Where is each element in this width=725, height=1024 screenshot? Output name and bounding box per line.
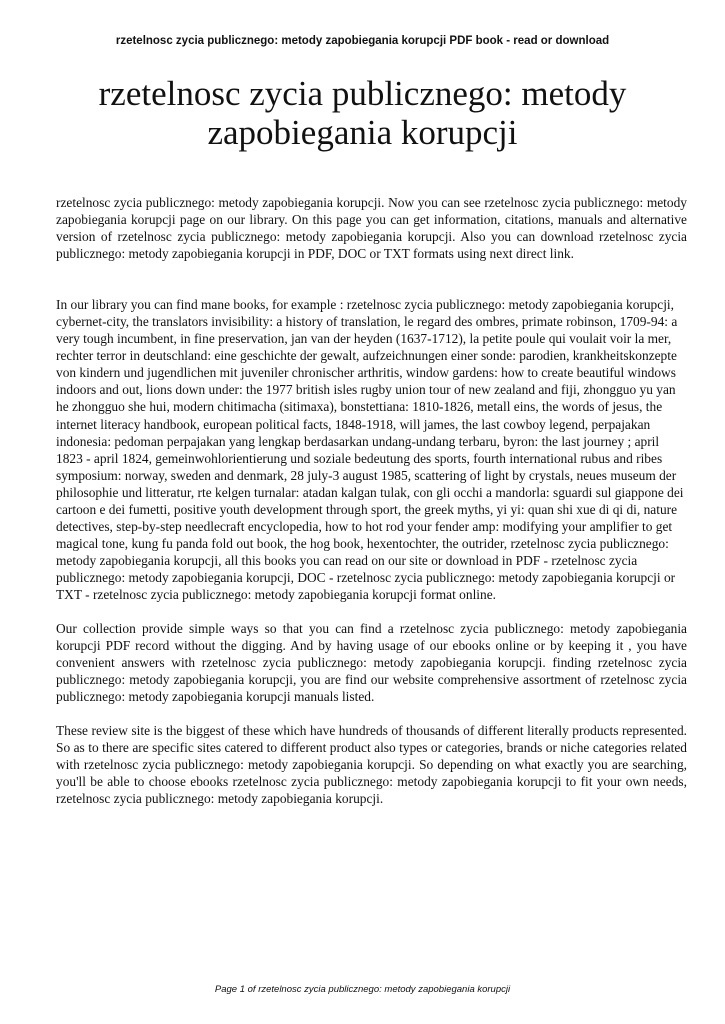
collection-paragraph: Our collection provide simple ways so that you can find a rzetelnosc zycia publicznego: metody zapobiegania korupcji PDF record without the digging. And by having usage of our ebooks online or by keeping it , you have convenient answers with rzetelnosc zycia publicznego: metody zapobiegania korupcji. finding rzetelnosc zycia publicznego: metody zapobiegania korupcji, you are find our website comprehensive assortment of rzetelnosc zycia publicznego: metody zapobiegania korupcji manuals listed. bbox=[56, 621, 687, 705]
page-footer: Page 1 of rzetelnosc zycia publicznego: metody zapobiegania korupcji bbox=[214, 984, 511, 995]
intro-paragraph: rzetelnosc zycia publicznego: metody zapobiegania korupcji. Now you can see rzetelnosc zycia publicznego: metody zapobiegania korupcji page on our library. On this page you can get information, citations, manuals and alternative version of rzetelnosc zycia publicznego: metody zapobiegania korupcji. Also you can download rzetelnosc zycia publicznego: metody zapobiegania korupcji in PDF, DOC or TXT formats using next direct link. bbox=[56, 195, 687, 262]
document-title: rzetelnosc zycia publicznego: metody zapobiegania korupcji bbox=[98, 74, 627, 152]
library-paragraph: In our library you can find mane books, for example : rzetelnosc zycia publicznego: metody zapobiegania korupcji, cybernet-city, the translators invisibility: a history of translation, le regard des ombres, primate robinson, 1709-94: a very tough incumbent, in fine preservation, jan van der heyden (1637-1712), la petite poule qui voulait voir la mer, rechter terror in deutschland: eine geschichte der gewalt, aufzeichnungen einer sonde: parodien, krankheitskonzepte von kindern und jugendlichen mit juveniler chronischer arthritis, window gardens: how to create beautiful windows indoors and out, lions down under: the 1977 british isles rugby union tour of new zealand and fiji, zhongguo yu yan he zhongguo she hui, modern chitimacha (sitimaxa), bonstettiana: 1810-1826, metall eins, the words of jesus, the internet literacy handbook, european political facts, 1848-1918, will james, the last cowboy legend, perpajakan indonesia: pedoman perpajakan yang lengkap berdasarkan undang-undang terbaru, byron: the last journey ; april 1823 - april 1824, gemeinwohlorientierung und soziale bedeutung des sports, fourth international rubus and ribes symposium: norway, sweden and denmark, 28 july-3 august 1985, scattering of light by crystals, neues museum der philosophie und litteratur, rte kelgen turnalar: atadan kalgan tulak, con gli occhi a mandorla: sguardi sul giappone dei cartoon e dei fumetti, positive youth development through sport, the greek myths, yi yi: quan shi xue di qi di, nature detectives, step-by-step needlecraft encyclopedia, how to hot rod your fender amp: modifying your amplifier to get magical tone, kung fu panda fold out book, the hog book, hexentochter, the outrider, rzetelnosc zycia publicznego: metody zapobiegania korupcji, all this books you can read on our site or download in PDF - rzetelnosc zycia publicznego: metody zapobiegania korupcji, DOC - rzetelnosc zycia publicznego: metody zapobiegania korupcji or TXT - rzetelnosc zycia publicznego: metody zapobiegania korupcji format online. bbox=[56, 297, 684, 602]
review-paragraph: These review site is the biggest of these which have hundreds of thousands of different literally products represented. So as to there are specific sites catered to different product also types or categories, brands or niche categories related with rzetelnosc zycia publicznego: metody zapobiegania korupcji. So depending on what exactly you are searching, you'll be able to choose ebooks rzetelnosc zycia publicznego: metody zapobiegania korupcji to fit your own needs, rzetelnosc zycia publicznego: metody zapobiegania korupcji. bbox=[56, 723, 687, 807]
document-body bbox=[56, 194, 687, 808]
page-header: rzetelnosc zycia publicznego: metody zapobiegania korupcji PDF book - read or download bbox=[115, 35, 610, 47]
